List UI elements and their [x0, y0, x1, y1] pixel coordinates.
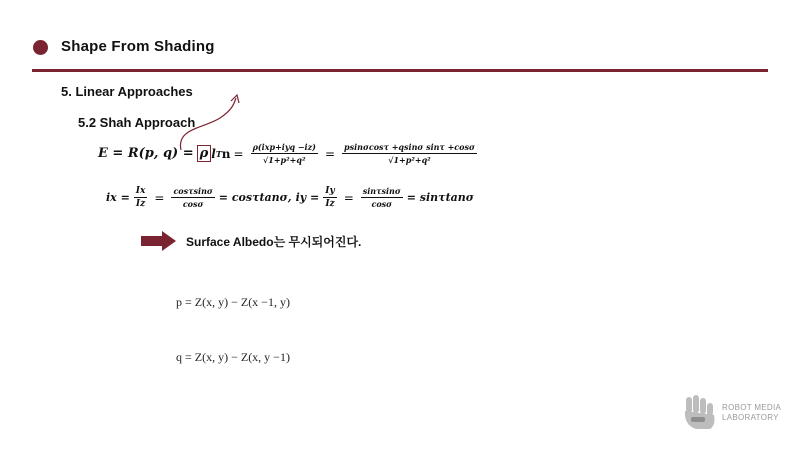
- fraction-2-numerator: psinσcosτ +qsinσ sinτ +cosσ: [344, 142, 475, 152]
- fraction-1-numerator: ρ(ixp+iyq −iz): [252, 142, 316, 152]
- lab-name-line2: LABORATORY: [722, 413, 779, 422]
- ix-trig-num: cosτsinσ: [173, 186, 213, 196]
- albedo-box: ρ: [197, 145, 212, 162]
- right-arrow-icon: [140, 230, 178, 257]
- equals-sign-2: =: [324, 146, 335, 161]
- fraction-1-denominator: √1+p²+q²: [263, 155, 306, 165]
- iy-trig-fraction: [361, 186, 403, 209]
- subsection-heading: 5.2 Shah Approach: [78, 115, 196, 130]
- robot-hand-icon: [682, 395, 718, 431]
- ix-fraction-den: Iz: [135, 199, 146, 209]
- fraction-1: [251, 142, 318, 165]
- iy-trig-den: cosσ: [371, 199, 393, 209]
- transpose-sup: T: [215, 148, 222, 159]
- title-bullet: [33, 40, 48, 55]
- title-divider: [32, 69, 768, 72]
- ix-trig-fraction: [171, 186, 214, 209]
- ix-fraction-num: Ix: [135, 186, 146, 196]
- ix-trig-den: cosσ: [182, 199, 204, 209]
- equation-lhs: E = R(p, q) =: [98, 146, 194, 161]
- iy-fraction-num: Iy: [325, 186, 335, 196]
- light-vector: l: [211, 146, 216, 161]
- equals-sign: =: [343, 190, 354, 205]
- fraction-2: [342, 142, 477, 165]
- albedo-note: Surface Albedo는 무시되어진다.: [186, 235, 362, 249]
- lab-name: [722, 403, 781, 423]
- q-difference-equation: q = Z(x, y) − Z(x, y −1): [176, 350, 290, 364]
- iy-term: iy =: [295, 191, 320, 204]
- lab-logo: [682, 395, 781, 431]
- p-difference-equation: p = Z(x, y) − Z(x −1, y): [176, 295, 290, 309]
- equals-sign: =: [154, 190, 165, 205]
- ix-fraction: [134, 186, 148, 209]
- reflectance-equation: [98, 142, 481, 165]
- iy-trig-num: sinτsinσ: [362, 186, 401, 196]
- source-direction-equation: [106, 186, 474, 209]
- ix-term: ix =: [106, 191, 130, 204]
- section-heading: 5. Linear Approaches: [61, 84, 193, 99]
- iy-fraction-den: Iz: [325, 199, 335, 209]
- lab-name-line1: ROBOT MEDIA: [722, 403, 782, 412]
- ix-result: = cosτtanσ,: [218, 191, 292, 204]
- equals-sign: =: [233, 146, 244, 161]
- fraction-2-denominator: √1+p²+q²: [388, 155, 431, 165]
- normal-vector: n: [221, 146, 231, 161]
- iy-result: = sinτtanσ: [406, 191, 474, 204]
- iy-fraction: [323, 186, 336, 209]
- slide-title: Shape From Shading: [61, 38, 215, 55]
